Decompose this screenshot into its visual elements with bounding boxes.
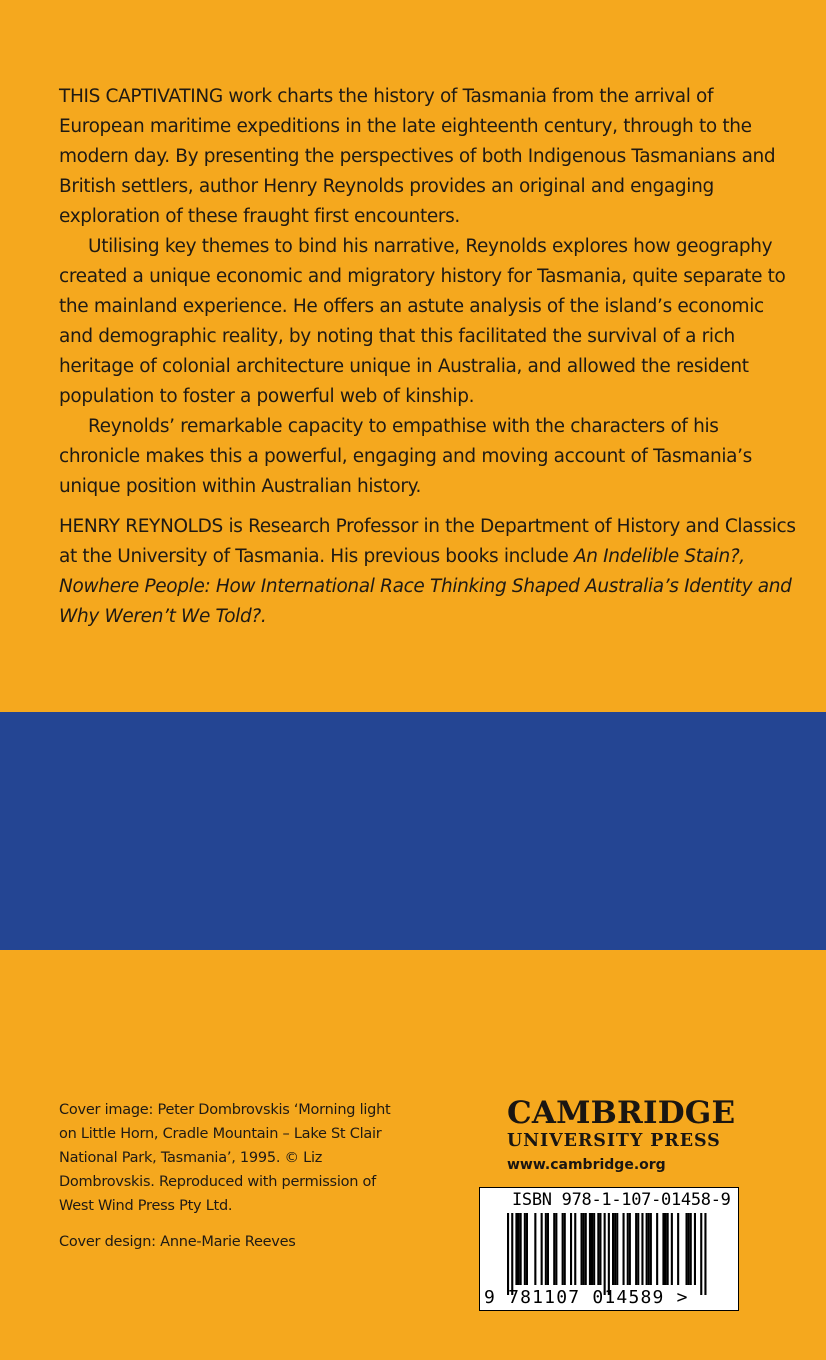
barcode-bar	[616, 1213, 618, 1285]
publisher-name: CAMBRIDGE	[507, 1095, 736, 1131]
barcode-bar	[585, 1213, 587, 1285]
barcode-digits: 9 781107 014589 >	[484, 1287, 689, 1308]
barcode-bar	[583, 1213, 585, 1285]
barcode-bar	[524, 1213, 526, 1285]
barcode-bar	[591, 1213, 593, 1285]
barcode-bar	[667, 1213, 669, 1285]
blurb-paragraph-3: Reynolds’ remarkable capacity to empathise with the characters of his chronicle makes this a powerful, engaging and moving account of Tasmania’s unique position within Australian history.	[59, 416, 752, 497]
barcode-bar	[526, 1213, 528, 1285]
publisher-press: UNIVERSITY PRESS	[507, 1131, 721, 1151]
barcode-bar	[581, 1213, 583, 1285]
blurb-lead: THIS CAPTIVATING	[59, 86, 223, 107]
barcode-bar	[589, 1213, 591, 1285]
barcode-bar	[677, 1213, 679, 1285]
barcode-bar	[627, 1213, 629, 1285]
barcode	[479, 1187, 739, 1311]
publisher-logo	[507, 1096, 747, 1175]
isbn-label: ISBN 978-1-107-01458-9	[512, 1190, 731, 1210]
barcode-bar	[641, 1213, 643, 1285]
barcode-bar	[553, 1213, 555, 1285]
barcode-bar	[704, 1213, 706, 1295]
barcode-bar	[656, 1213, 658, 1285]
barcode-bar	[662, 1213, 664, 1285]
barcode-bar	[597, 1213, 599, 1285]
barcode-bar	[515, 1213, 517, 1285]
barcode-bar	[648, 1213, 650, 1285]
barcode-bar	[694, 1213, 696, 1285]
barcode-bar	[547, 1213, 549, 1285]
barcode-bar	[507, 1213, 509, 1295]
barcode-bar	[604, 1213, 606, 1295]
barcode-bar	[671, 1213, 673, 1285]
barcode-bar	[570, 1213, 572, 1285]
barcode-bar	[635, 1213, 637, 1285]
barcode-bar	[637, 1213, 639, 1285]
barcode-bar	[593, 1213, 595, 1285]
barcode-bar	[612, 1213, 614, 1285]
barcode-bar	[646, 1213, 648, 1285]
cover-credits	[59, 1098, 404, 1254]
barcode-bar	[599, 1213, 601, 1285]
barcode-bar	[562, 1213, 564, 1285]
barcode-bar	[574, 1213, 576, 1285]
barcode-bar	[623, 1213, 625, 1285]
barcode-bar	[665, 1213, 667, 1285]
cover-image-credit: Cover image: Peter Dombrovskis ‘Morning light on Little Horn, Cradle Mountain – Lake St Clair National Park, Tasmania’, 1995. © Liz Dombrovskis. Reproduced with permission of West Wind Press Pty Ltd.	[59, 1102, 391, 1214]
barcode-bar	[614, 1213, 616, 1285]
blurb-paragraph-2: Utilising key themes to bind his narrative, Reynolds explores how geography created a unique economic and migratory history for Tasmania, quite separate to the mainland experience. He offers an astute analysis of the island’s economic and demographic reality, by noting that this facilitated the survival of a rich heritage of colonial architecture unique in Australia, and allowed the resident population to foster a powerful web of kinship.	[59, 236, 786, 407]
cover-design-credit: Cover design: Anne-Marie Reeves	[59, 1234, 296, 1250]
blue-band	[0, 712, 826, 950]
author-bio-text: HENRY REYNOLDS is Research Professor in the Department of History and Classics at the University of Tasmania. His previous books include	[59, 516, 796, 567]
barcode-bar	[534, 1213, 536, 1285]
barcode-bar	[545, 1213, 547, 1285]
barcode-bar	[608, 1213, 610, 1295]
barcode-bar	[511, 1213, 513, 1295]
barcode-bar	[700, 1213, 702, 1295]
barcode-bar	[555, 1213, 557, 1285]
barcode-bar	[629, 1213, 631, 1285]
barcode-bar	[520, 1213, 522, 1285]
barcode-bar	[690, 1213, 692, 1285]
barcode-bar	[541, 1213, 543, 1285]
blurb-text	[59, 82, 799, 632]
blurb-paragraph-1	[59, 82, 799, 232]
author-previous-books: An Indelible Stain?, Nowhere People: How International Race Thinking Shaped Australia’s Identity and Why Weren’t We Told?.	[59, 546, 792, 627]
barcode-bar	[518, 1213, 520, 1285]
blurb-paragraph-1-text: work charts the history of Tasmania from the arrival of European maritime expeditions in the late eighteenth century, through to the modern day. By presenting the perspectives of both Indigenous Tasmanians and British settlers, author Henry Reynolds provides an original and engaging exploration of these fraught first encounters.	[59, 86, 776, 227]
barcode-bar	[688, 1213, 690, 1285]
author-bio	[59, 512, 799, 632]
barcode-bar	[650, 1213, 652, 1285]
publisher-url: www.cambridge.org	[507, 1157, 666, 1173]
barcode-bar	[686, 1213, 688, 1285]
barcode-bar	[564, 1213, 566, 1285]
